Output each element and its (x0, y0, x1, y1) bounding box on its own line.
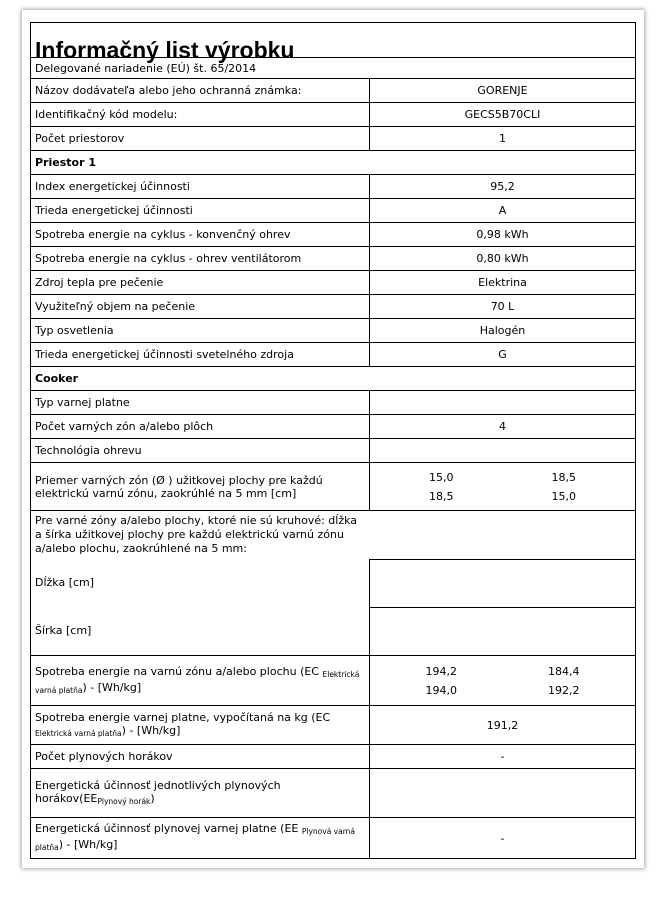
table-row (31, 318, 635, 342)
table-row (31, 246, 635, 270)
row-value: 70 L (369, 295, 635, 318)
table-row (31, 438, 635, 462)
row-label: Počet varných zón a/alebo plôch (35, 420, 214, 433)
row-label: Dĺžka [cm] (35, 576, 95, 589)
row-label: Identifikačný kód modelu: (35, 108, 178, 121)
grid-value: 194,0 (425, 683, 457, 697)
row-label: Počet priestorov (35, 132, 125, 145)
row-label: Trieda energetickej účinnosti (35, 204, 193, 217)
row-value: - (369, 818, 635, 858)
label-text: Spotreba energie varnej platne, vypočítaná na kg (EC (35, 710, 331, 724)
grid-value: 15,0 (551, 489, 576, 503)
row-value: 191,2 (369, 706, 635, 744)
table-row (31, 462, 635, 510)
product-info-table (30, 22, 636, 859)
grid-value: 192,2 (548, 683, 580, 697)
row-value (369, 463, 635, 510)
label-unit: ) - [Wh/kg] (58, 838, 118, 851)
grid-value: 15,0 (429, 470, 454, 484)
row-value: 0,80 kWh (369, 247, 635, 270)
label-unit: ) (150, 791, 155, 805)
value-grid (370, 665, 635, 697)
row-label: Využiteľný objem na pečenie (35, 300, 196, 313)
table-row (31, 414, 635, 438)
label-text: Energetická účinnosť plynovej varnej platne (EE (35, 822, 299, 835)
table-row (31, 198, 635, 222)
table-row (31, 78, 635, 102)
table-row (31, 126, 635, 150)
row-label (31, 818, 369, 858)
table-row (31, 817, 635, 858)
row-value (369, 559, 635, 607)
row-value: Halogén (369, 319, 635, 342)
table-row (31, 270, 635, 294)
row-label (31, 706, 369, 744)
table-row (31, 102, 635, 126)
row-label: Zdroj tepla pre pečenie (35, 276, 164, 289)
row-label: Typ osvetlenia (35, 324, 114, 337)
table-row (31, 390, 635, 414)
table-row (31, 768, 635, 817)
section-header (31, 366, 635, 390)
table-row (31, 174, 635, 198)
page-title: Informačný list výrobku (35, 37, 295, 63)
grid-value: 194,2 (425, 664, 457, 678)
row-value: A (369, 199, 635, 222)
row-value: 95,2 (369, 175, 635, 198)
table-row (31, 559, 635, 607)
row-label: Priemer varných zón (Ø ) užitkovej plochy pre každú elektrickú varnú zónu, zaokrúhlé na 5 mm [cm] (35, 473, 323, 500)
section-intro: Pre varné zóny a/alebo plochy, ktoré nie sú kruhové: dĺžka a šírka užitkovej plochy pre každú elektrickú varnú zónu a/alebo plochu, zaokrúhlené na 5 mm: (35, 514, 358, 555)
row-value: 0,98 kWh (369, 223, 635, 246)
section-title: Cooker (35, 372, 79, 385)
row-value: 4 (369, 415, 635, 438)
row-label: Index energetickej účinnosti (35, 180, 190, 193)
row-label (31, 769, 369, 817)
row-value (369, 439, 635, 462)
grid-value: 18,5 (551, 470, 576, 484)
row-label: Typ varnej platne (35, 396, 130, 409)
row-value (369, 607, 635, 655)
row-label: Počet plynových horákov (35, 750, 173, 763)
grid-value: 184,4 (548, 664, 580, 678)
row-label: Spotreba energie na cyklus - konvenčný ohrev (35, 228, 291, 241)
row-value: G (369, 343, 635, 366)
row-value: GECS5B70CLI (369, 103, 635, 126)
row-value: 1 (369, 127, 635, 150)
row-label (31, 656, 369, 705)
row-label: Šírka [cm] (35, 624, 92, 637)
noncircular-section (31, 510, 635, 655)
regulation-note: Delegované nariadenie (EÚ) št. 65/2014 (31, 57, 635, 78)
table-row (31, 744, 635, 768)
row-value: - (369, 745, 635, 768)
label-subscript: Plynový horák (97, 796, 151, 806)
row-value (369, 769, 635, 817)
label-text: Energetická účinnosť jednotlivých plynových horákov(EE (35, 778, 281, 805)
table-row (31, 294, 635, 318)
label-subscript: Elektrická varná platňa (35, 669, 360, 695)
row-label: Technológia ohrevu (35, 444, 142, 457)
table-row (31, 607, 635, 655)
label-subscript: Plynová varná platňa (35, 827, 356, 852)
row-value: GORENJE (369, 79, 635, 102)
row-value (369, 391, 635, 414)
document-page (22, 10, 644, 868)
section-header (31, 150, 635, 174)
table-row (31, 705, 635, 744)
row-value: Elektrina (369, 271, 635, 294)
label-text: Spotreba energie na varnú zónu a/alebo plochu (EC (35, 664, 319, 678)
section-title: Priestor 1 (35, 156, 96, 169)
table-row (31, 655, 635, 705)
table-row (31, 222, 635, 246)
value-grid (370, 471, 635, 503)
row-label: Názov dodávateľa alebo jeho ochranná známka: (35, 84, 302, 97)
label-unit: ) - [Wh/kg] (82, 680, 142, 694)
row-label: Spotreba energie na cyklus - ohrev ventilátorom (35, 252, 302, 265)
table-row (31, 342, 635, 366)
label-subscript: Elektrická varná platňa (35, 728, 122, 738)
row-label: Trieda energetickej účinnosti svetelného zdroja (35, 348, 294, 361)
row-value (369, 656, 635, 705)
grid-value: 18,5 (429, 489, 454, 503)
label-unit: ) - [Wh/kg] (121, 723, 181, 737)
